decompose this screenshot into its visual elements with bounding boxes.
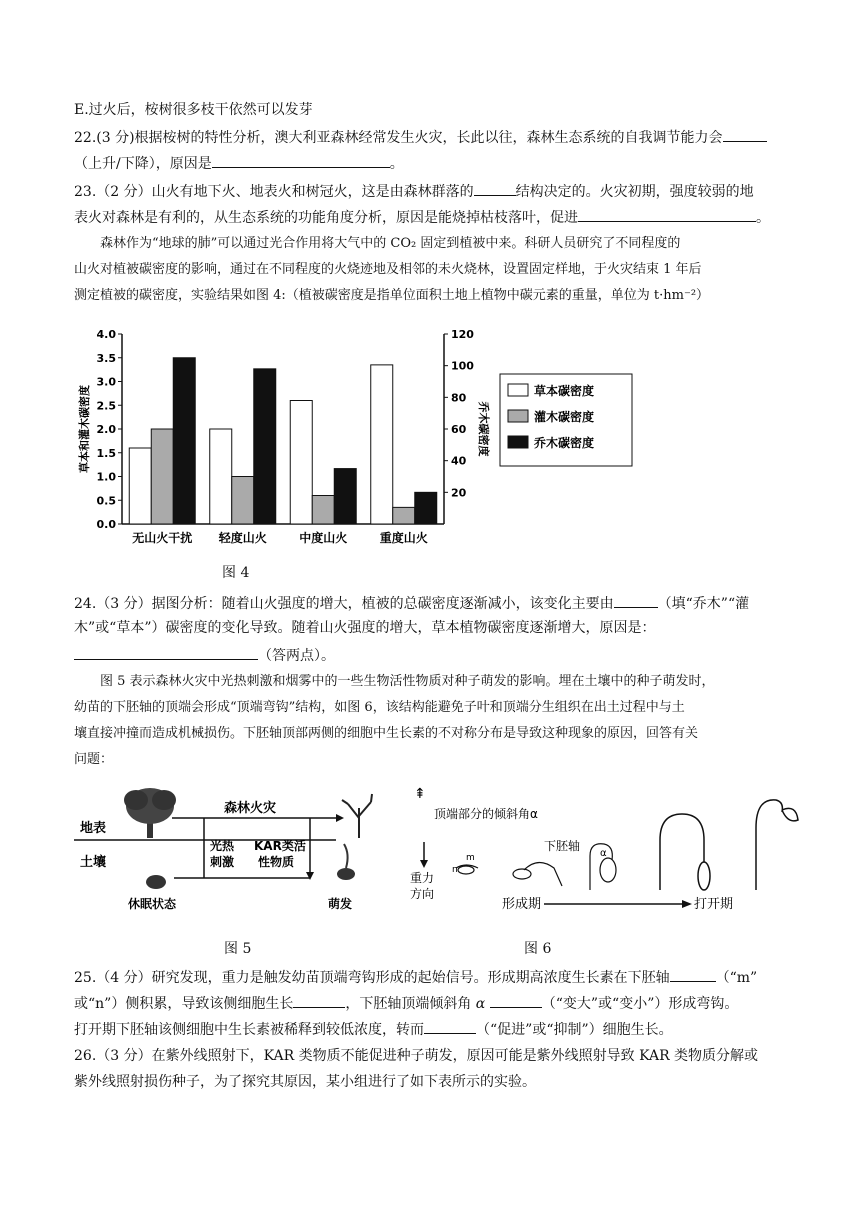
paragraph-1-line1: 森林作为“地球的肺”可以通过光合作用将大气中的 CO₂ 固定到植被中来。科研人员研究了不同程度的 [100, 236, 681, 251]
right-tick-label: 60 [451, 423, 467, 436]
open-stage-label: 打开期 [694, 897, 734, 912]
paragraph-2-line3: 壤直接冲撞而造成机械损伤。下胚轴顶部两侧的细胞中生长素的不对称分布是导致这种现象的原因，回答有关 [74, 726, 699, 741]
category-label: 中度山火 [299, 531, 348, 545]
option-e: E.过火后，桉树很多枝干依然可以发芽 [74, 102, 313, 118]
tilt-angle-label: 顶端部分的倾斜角α [434, 807, 538, 821]
answer-blank[interactable] [74, 644, 258, 660]
bar-tree [334, 469, 356, 524]
legend-label: 乔木碳密度 [534, 436, 595, 450]
germinate-label: 萌发 [328, 897, 353, 911]
right-tick-label: 100 [451, 359, 474, 373]
paragraph-1-line2: 山火对植被碳密度的影响，通过在不同程度的火烧迹地及相邻的未火烧林，设置固定样地，于火灾结束 1 年后 [74, 262, 702, 277]
burned-tree-icon [342, 794, 372, 838]
hypocotyl-label: 下胚轴 [544, 839, 581, 853]
gravity-label-1: 重力 [410, 871, 435, 885]
answer-blank[interactable] [474, 180, 516, 196]
question-24-line1: 24.（3 分）据图分析：随着山火强度的增大，植被的总碳密度逐渐减小，该变化主要由 （填“乔木”“灌 [74, 592, 794, 614]
left-tick-label: 1.0 [96, 470, 116, 484]
category-label: 重度山火 [379, 531, 428, 545]
category-label: 无山火干扰 [132, 531, 193, 545]
tree-icon [124, 788, 176, 838]
bar-shrub [232, 477, 254, 525]
question-25-line2: 或“n”）侧积累，导致该侧细胞生长 ，下胚轴顶端倾斜角 α （“变大”或“变小”）形成弯钩。 [74, 992, 794, 1014]
answer-blank[interactable] [578, 206, 756, 222]
bar-herb [210, 429, 232, 524]
paragraph-2-line4: 问题： [74, 752, 114, 767]
kar-label-2: 性物质 [258, 855, 295, 869]
seedling-stage-2 [513, 862, 562, 886]
figure-5-caption: 图 5 [224, 941, 252, 957]
question-23-line2: 表火对森林是有利的，从生态系统的功能角度分析，原因是能烧掉枯枝落叶，促进 。 [74, 206, 794, 228]
right-tick-label: 120 [451, 328, 474, 341]
alpha-label: α [600, 848, 607, 859]
right-axis-label: 乔木碳密度 [477, 401, 490, 457]
left-tick-label: 0.0 [96, 518, 116, 531]
answer-blank[interactable] [490, 992, 542, 1008]
answer-blank[interactable] [670, 966, 716, 982]
bar-shrub [393, 507, 415, 524]
figure-6-diagram [404, 780, 804, 920]
paragraph-2-line2: 幼苗的下胚轴的顶端会形成“顶端弯钩”结构，如图 6，该结构能避免子叶和顶端分生组织在出土过程中与土 [74, 700, 685, 715]
right-tick-label: 80 [451, 391, 467, 405]
left-tick-label: 2.0 [96, 423, 116, 436]
question-23-line1: 23.（2 分）山火有地下火、地表火和树冠火，这是由森林群落的 结构决定的。火灾初期，强度较弱的地 [74, 180, 794, 202]
question-26-line1: 26.（3 分）在紫外线照射下，KAR 类物质不能促进种子萌发，原因可能是紫外线照射导致 KAR 类物质分解或 [74, 1048, 759, 1064]
figure-5-diagram [74, 778, 374, 918]
kar-label-1: KAR类活 [254, 839, 306, 853]
answer-blank[interactable] [424, 1018, 476, 1034]
bar-tree [254, 369, 276, 524]
bar-tree [415, 492, 437, 524]
dormant-label: 休眠状态 [128, 897, 177, 911]
figure-6-caption: 图 6 [524, 941, 552, 957]
right-tick-label: 40 [451, 454, 467, 468]
seedling-stage-5 [756, 800, 798, 890]
answer-blank[interactable] [723, 126, 767, 142]
surface-label: 地表 [80, 821, 107, 836]
legend-swatch [508, 384, 528, 396]
answer-blank[interactable] [212, 152, 390, 168]
dormant-seed-icon [146, 875, 166, 889]
legend-swatch [508, 410, 528, 422]
question-24-line3: （答两点）。 [74, 644, 794, 666]
left-tick-label: 0.5 [96, 494, 116, 508]
tilt-icon: ⇞ [414, 786, 426, 802]
answer-blank[interactable] [614, 592, 658, 608]
question-24-line2: 木”或“草本”）碳密度的变化导致。随着山火强度的增大，草本植物碳密度逐渐增大，原因是： [74, 620, 656, 636]
question-25-line3: 打开期下胚轴该侧细胞中生长素被稀释到较低浓度，转而 （“促进”或“抑制”）细胞生长。 [74, 1018, 794, 1040]
left-axis-label: 草本和灌木碳密度 [78, 385, 91, 473]
legend-swatch [508, 436, 528, 448]
bar-herb [129, 448, 151, 524]
bar-shrub [312, 496, 334, 525]
question-25-line1: 25.（4 分）研究发现，重力是触发幼苗顶端弯钩形成的起始信号。形成期高浓度生长素在下胚轴 （“m” [74, 966, 794, 988]
figure-4-chart [74, 318, 634, 558]
left-tick-label: 3.0 [96, 375, 116, 389]
bar-shrub [151, 429, 173, 524]
question-22-line2: （上升/下降），原因是 。 [74, 152, 794, 174]
left-tick-label: 4.0 [96, 328, 116, 341]
bar-tree [173, 358, 195, 524]
left-tick-label: 3.5 [96, 351, 116, 365]
m-label: m [466, 853, 475, 863]
paragraph-2-line1: 图 5 表示森林火灾中光热刺激和烟雾中的一些生物活性物质对种子萌发的影响。埋在土壤中的种子萌发时， [100, 674, 715, 689]
gravity-label-2: 方向 [410, 887, 435, 901]
light-heat-label-2: 刺激 [210, 855, 235, 869]
seedling-stage-1 [456, 865, 478, 874]
bar-herb [371, 365, 393, 524]
germinating-seed-icon [337, 844, 355, 880]
question-22-line1: 22.(3 分)根据桉树的特性分析，澳大利亚森林经常发生火灾，长此以往，森林生态系统的自我调节能力会 [74, 126, 794, 148]
soil-label: 土壤 [80, 855, 107, 870]
figure-4-caption: 图 4 [222, 565, 250, 581]
category-label: 轻度山火 [218, 531, 267, 545]
n-label: n [452, 865, 458, 875]
alpha-symbol: α [475, 996, 486, 1012]
legend-label: 灌木碳密度 [534, 410, 595, 424]
forest-fire-label: 森林火灾 [224, 801, 277, 816]
answer-blank[interactable] [293, 992, 345, 1008]
right-tick-label: 20 [451, 486, 467, 500]
light-heat-label-1: 光热 [210, 839, 235, 853]
form-stage-label: 形成期 [502, 897, 542, 912]
seedling-stage-4 [660, 814, 710, 890]
left-tick-label: 2.5 [96, 399, 116, 413]
bar-herb [290, 401, 312, 525]
left-tick-label: 1.5 [96, 446, 116, 460]
legend-label: 草本碳密度 [534, 384, 595, 398]
paragraph-1-line3: 测定植被的碳密度，实验结果如图 4:（植被碳密度是指单位面积土地上植物中碳元素的重量，单位为 t·hm⁻²） [74, 288, 710, 303]
question-26-line2: 紫外线照射损伤种子，为了探究其原因，某小组进行了如下表所示的实验。 [74, 1074, 536, 1090]
